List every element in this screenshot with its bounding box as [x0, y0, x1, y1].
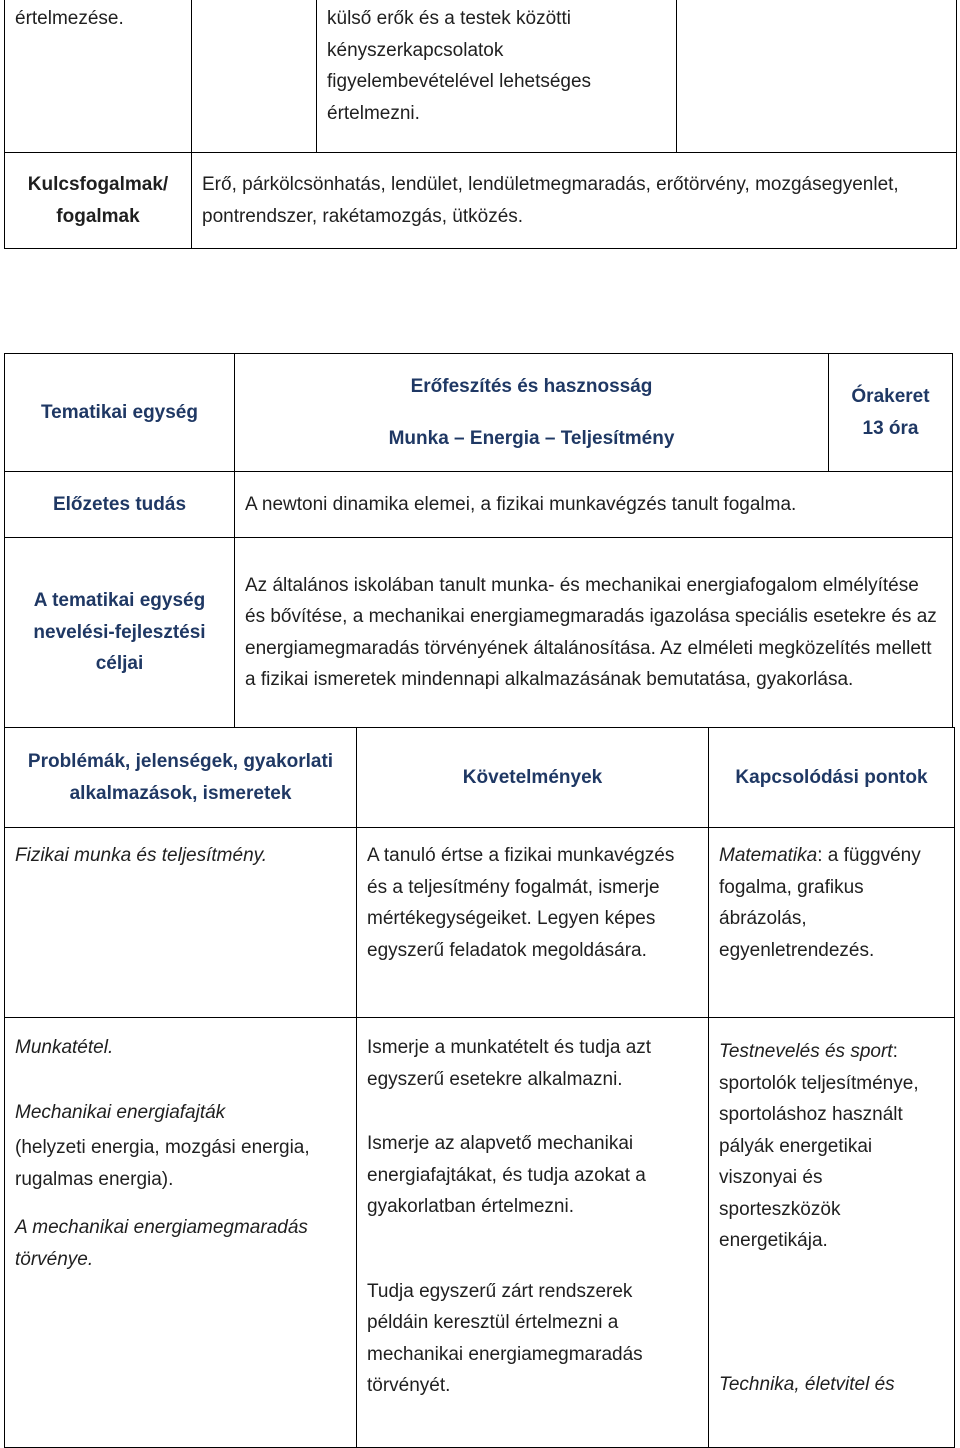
header-kovetelmenyek: [357, 728, 709, 828]
row2-connection-subject: Testnevelés és sport: [719, 1041, 893, 1062]
orakeret-cell: [829, 354, 953, 472]
unit-title-cell: [235, 354, 829, 472]
row1-connection: [709, 828, 955, 1018]
row2-requirement-c: Tudja egyszerű zárt rendszerek példáin keresztül értelmezni a mechanikai energiamegmaradás törvényét.: [367, 1280, 643, 1396]
celok-value: [235, 538, 953, 728]
elozetes-tudas-value: [235, 472, 953, 538]
header-kapcsolodasi-text: Kapcsolódási pontok: [735, 766, 928, 788]
previous-cell-mid-text: külső erők és a testek közötti kényszerkapcsolatok figyelembevételével lehetséges értelmezni.: [327, 8, 592, 124]
row1-connection-subject: Matematika: [719, 845, 818, 866]
row2-requirement: [357, 1018, 709, 1448]
row2-problem-a: Munkatétel.: [15, 1037, 114, 1058]
row1-requirement-text: A tanuló értse a fizikai munkavégzés és a teljesítmény fogalmát, ismerje mértékegységeiket. Legyen képes egyszerű feladatok megoldására.: [367, 845, 675, 961]
tematikai-egyseg-label: [5, 354, 235, 472]
kulcsfogalmak-value-text: Erő, párkölcsönhatás, lendület, lendületmegmaradás, erőtörvény, mozgásegyenlet, pontrendszer, rakétamozgás, ütközés.: [202, 174, 899, 227]
kulcsfogalmak-label: [5, 153, 192, 249]
celok-value-text: Az általános iskolában tanult munka- és mechanikai energiafogalom elmélyítése és bővítése, a mechanikai energiamegmaradás igazolása speciális esetekre és az energiamegmaradás törvényének általánosítása. Az elméleti megközelítés mellett a fizikai ismeretek mindennapi alkalmazásának bemutatása, gyakorlása.: [245, 574, 937, 690]
elozetes-tudas-label-text: Előzetes tudás: [52, 493, 187, 515]
celok-label: [5, 538, 235, 728]
header-kovetelmenyek-text: Követelmények: [462, 766, 603, 788]
celok-label-text: A tematikai egység nevelési-fejlesztési céljai: [33, 590, 206, 675]
row1-requirement: [357, 828, 709, 1018]
kulcsfogalmak-value: [192, 153, 957, 249]
previous-cell-left-text: értelmezése.: [15, 8, 124, 29]
content-table: [4, 727, 955, 1448]
concepts-table: [4, 0, 957, 249]
tematikai-egyseg-label-text: Tematikai egység: [40, 401, 198, 423]
row2-problem: [5, 1018, 357, 1448]
row2-problem-c: (helyzeti energia, mozgási energia, rugalmas energia).: [15, 1137, 310, 1190]
empty-spacer-cell: [192, 0, 317, 153]
row2-problem-b: Mechanikai energiafajták: [15, 1101, 226, 1123]
row2-connection: Testnevelés és sport: sportolók teljesítménye, sportoláshoz használt pályák energetikai viszonyai és sporteszközök energetikája. Technika, életvitel és: [709, 1018, 955, 1448]
row1-problem: [5, 828, 357, 1018]
elozetes-tudas-value-text: A newtoni dinamika elemei, a fizikai munkavégzés tanult fogalma.: [245, 493, 797, 515]
unit-title-line1: Erőfeszítés és hasznosság: [410, 375, 653, 397]
row2-connection-text: sportolók teljesítménye, sportoláshoz használt pályák energetikai viszonyai és sporteszközök energetikája.: [719, 1072, 919, 1251]
row2-problem-d: A mechanikai energiamegmaradás törvénye.: [15, 1217, 308, 1270]
previous-cell-left: [5, 0, 192, 153]
previous-cell-mid: [317, 0, 677, 153]
kulcsfogalmak-label-text: Kulcsfogalmak/ fogalmak: [27, 174, 169, 227]
row2-connection-subject2: Technika, életvitel és: [719, 1373, 895, 1395]
header-kapcsolodasi: [709, 728, 955, 828]
row1-connection-text: : a függvény fogalma, grafikus ábrázolás, egyenletrendezés.: [719, 845, 921, 961]
row1-problem-text: Fizikai munka és teljesítmény.: [15, 845, 268, 866]
row2-requirement-a: Ismerje a munkatételt és tudja azt egyszerű esetekre alkalmazni.: [367, 1037, 652, 1090]
row2-requirement-b: Ismerje az alapvető mechanikai energiafajtákat, és tudja azokat a gyakorlatban értelmezni.: [367, 1133, 646, 1217]
unit-title-line2: Munka – Energia – Teljesítmény: [388, 427, 675, 449]
header-problemak: [5, 728, 357, 828]
orakeret-value: 13 óra: [862, 417, 919, 439]
header-problemak-text: Problémák, jelenségek, gyakorlati alkalmazások, ismeretek: [27, 751, 334, 804]
thematic-unit-table: [4, 353, 953, 728]
previous-cell-right: [677, 0, 957, 153]
elozetes-tudas-label: [5, 472, 235, 538]
orakeret-label: Órakeret: [851, 386, 930, 407]
